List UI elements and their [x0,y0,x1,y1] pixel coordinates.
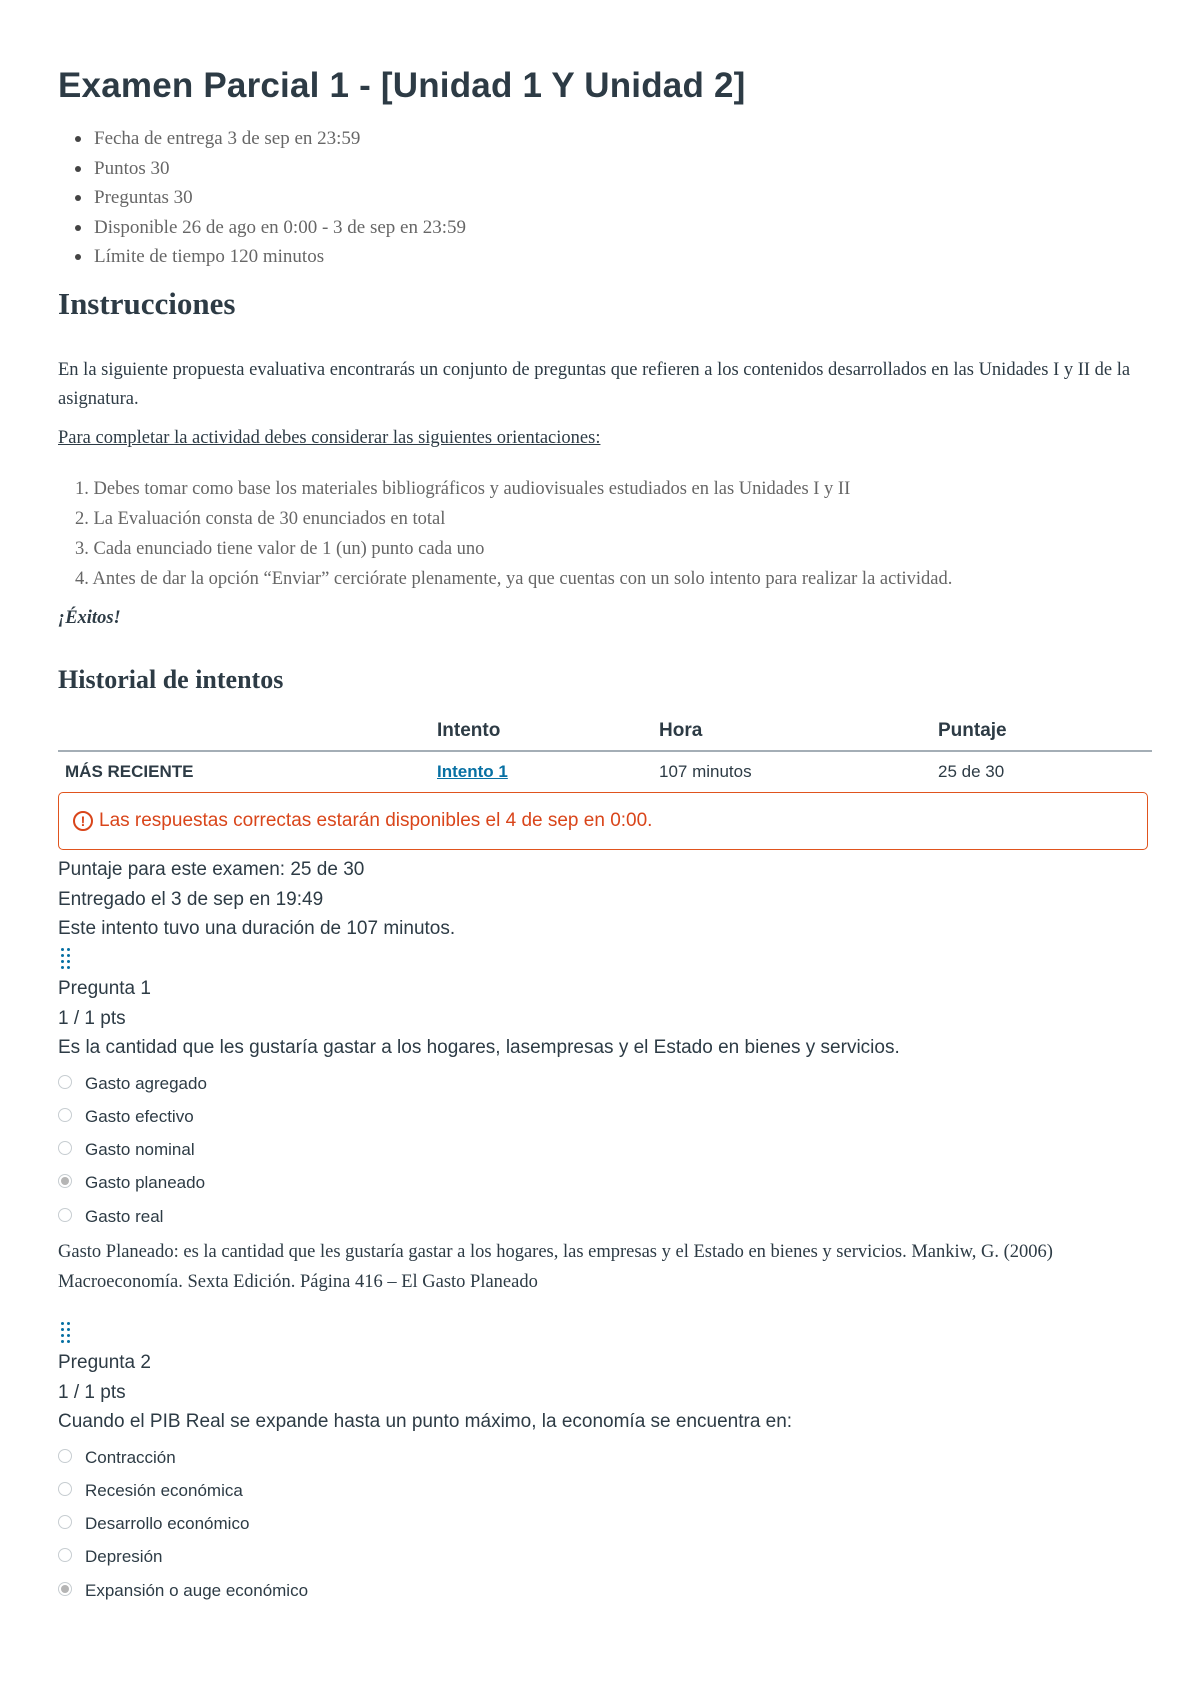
radio-button[interactable] [58,1482,72,1496]
answer-option[interactable] [58,1441,1152,1474]
meta-due-date: Fecha de entrega 3 de sep en 23:59 [58,124,466,154]
instructions-heading: Instrucciones [58,286,236,321]
table-row [58,752,1152,790]
answer-list [58,1441,1152,1607]
attempt-time: 107 minutos [659,762,752,781]
radio-button[interactable] [58,1108,72,1122]
answer-explanation: Gasto Planeado: es la cantidad que les gustaría gastar a los hogares, las empresas y el Estado en bienes y servicios. Mankiw, G. (2006) Macroeconomía. Sexta Edición. Página 416 – El Gasto Planeado [58,1241,1053,1292]
answer-label: Recesión económica [85,1480,243,1500]
instructions-orientation: Para completar la actividad debes considerar las siguientes orientaciones: [58,428,601,448]
answer-label: Gasto efectivo [85,1106,194,1126]
meta-questions: Preguntas 30 [58,183,466,213]
summary-score: Puntaje para este examen: 25 de 30 [58,859,365,880]
answer-option[interactable] [58,1507,1152,1540]
answer-option-selected[interactable] [58,1166,1152,1199]
attempt-history-table [58,712,1152,790]
radio-button[interactable] [58,1075,72,1089]
radio-button[interactable] [58,1449,72,1463]
column-header-score: Puntaje [938,720,1007,741]
answer-option[interactable] [58,1540,1152,1573]
instruction-step: 2. La Evaluación consta de 30 enunciados en total [75,509,446,529]
radio-button-selected[interactable] [58,1582,72,1596]
answer-label: Gasto planeado [85,1173,206,1193]
question-points: 1 / 1 pts [58,1381,126,1403]
correct-answers-alert [58,792,1148,850]
answer-option[interactable] [58,1200,1152,1233]
question-text: Es la cantidad que les gustaría gastar a los hogares, lasempresas y el Estado en bienes y servicios. [58,1037,900,1058]
question-points: 1 / 1 pts [58,1007,126,1029]
instruction-step: 1. Debes tomar como base los materiales bibliográficos y audiovisuales estudiados en las Unidades I y II [75,479,851,499]
meta-points: Puntos 30 [58,154,466,184]
answer-option[interactable] [58,1067,1152,1100]
instruction-step: 4. Antes de dar la opción “Enviar” cerciórate plenamente, ya que cuentas con un solo intento para realizar la actividad. [75,569,953,589]
meta-time-limit: Límite de tiempo 120 minutos [58,242,466,272]
attempt-score: 25 de 30 [938,762,1005,781]
column-header-time: Hora [659,720,703,741]
instructions-steps [58,474,952,594]
answer-label: Contracción [85,1447,176,1467]
radio-button-selected[interactable] [58,1174,72,1188]
instruction-step: 3. Cada enunciado tiene valor de 1 (un) punto cada uno [75,539,485,559]
question-2 [58,1348,1152,1607]
question-text: Cuando el PIB Real se expande hasta un punto máximo, la economía se encuentra en: [58,1411,793,1432]
history-heading: Historial de intentos [58,665,284,694]
alert-circle-icon: ! [73,811,93,831]
quiz-meta-list [58,124,466,272]
radio-button[interactable] [58,1515,72,1529]
answer-label: Expansión o auge económico [85,1580,309,1600]
drag-handle-icon[interactable] [61,948,73,970]
instructions-closing: ¡Éxitos! [58,608,121,628]
radio-button[interactable] [58,1548,72,1562]
attempt-summary [58,855,455,944]
table-header [58,712,1152,752]
drag-handle-icon[interactable] [61,1322,73,1344]
answer-label: Depresión [85,1547,163,1567]
answer-label: Desarrollo económico [85,1514,250,1534]
column-header-attempt: Intento [437,720,501,741]
question-1 [58,974,1152,1297]
summary-duration: Este intento tuvo una duración de 107 minutos. [58,918,456,939]
answer-option[interactable] [58,1133,1152,1166]
page-title: Examen Parcial 1 - [Unidad 1 Y Unidad 2] [58,66,746,105]
meta-available: Disponible 26 de ago en 0:00 - 3 de sep en 23:59 [58,213,466,243]
answer-label: Gasto nominal [85,1140,195,1160]
question-label: Pregunta 2 [58,1352,151,1373]
question-label: Pregunta 1 [58,978,151,999]
radio-button[interactable] [58,1141,72,1155]
answer-option[interactable] [58,1474,1152,1507]
answer-list [58,1067,1152,1233]
answer-label: Gasto real [85,1206,164,1226]
answer-option[interactable] [58,1100,1152,1133]
answer-label: Gasto agregado [85,1073,207,1093]
radio-button[interactable] [58,1208,72,1222]
summary-submitted: Entregado el 3 de sep en 19:49 [58,888,324,910]
latest-badge: MÁS RECIENTE [65,762,194,781]
instructions-paragraph: En la siguiente propuesta evaluativa encontrarás un conjunto de preguntas que refieren a los contenidos desarrollados en las Unidades I y II de la asignatura. [58,360,1131,409]
answer-option-selected[interactable] [58,1574,1152,1607]
attempt-1-link[interactable]: Intento 1 [437,762,508,781]
alert-text: Las respuestas correctas estarán disponibles el 4 de sep en 0:00. [99,810,653,831]
